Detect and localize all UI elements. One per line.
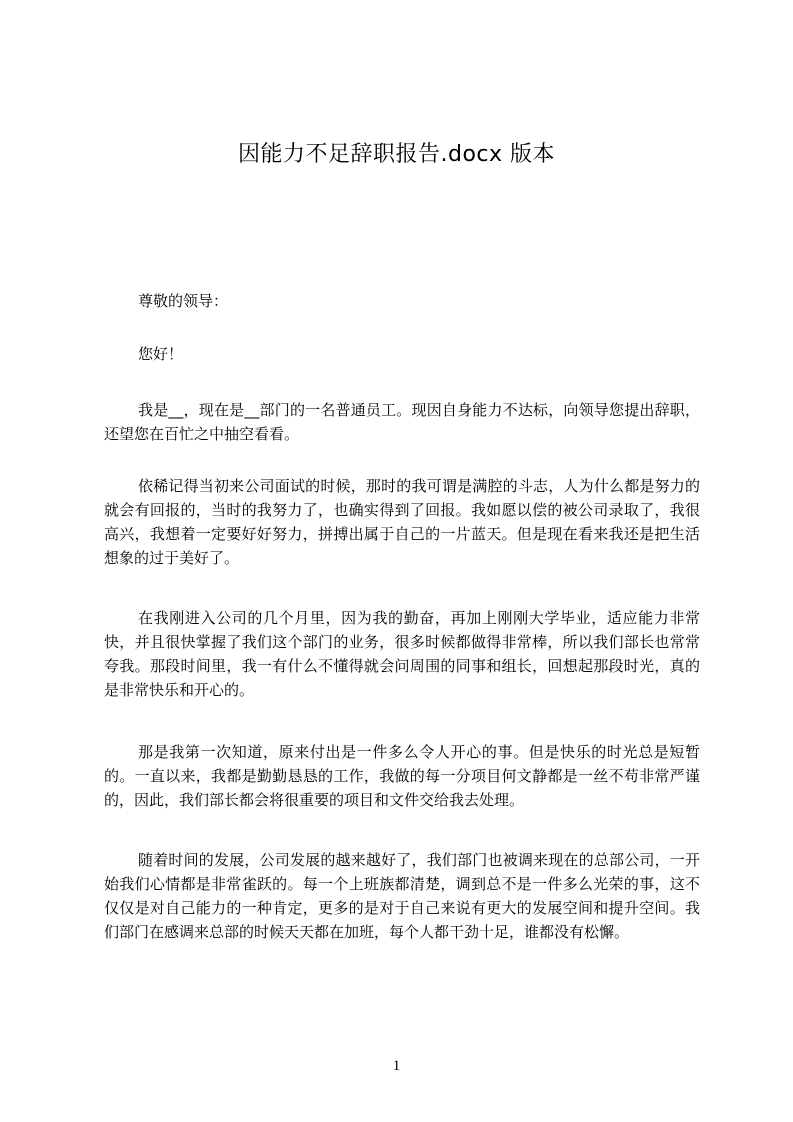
document-title: 因能力不足辞职报告.docx 版本 xyxy=(237,142,556,167)
greeting: 您好！ xyxy=(138,345,184,363)
paragraph: 依稀记得当初来公司面试的时候，那时的我可谓是满腔的斗志，人为什么都是努力的就会有回报的，当时的我努力了，也确实得到了回报。我如愿以偿的被公司录取了，我很高兴，我想着一定要好好努力，拼搏出属于自己的一片蓝天。但是现在看来我还是把生活想象的过于美好了。 xyxy=(104,477,700,567)
page-number: 1 xyxy=(392,1058,401,1074)
salutation: 尊敬的领导： xyxy=(138,292,229,310)
paragraph: 在我刚进入公司的几个月里，因为我的勤奋，再加上刚刚大学毕业，适应能力非常快，并且很快掌握了我们这个部门的业务，很多时候都做得非常棒，所以我们部长也常常夸我。那段时间里，我一有什么不懂得就会问周围的同事和组长，回想起那段时光，真的是非常快乐和开心的。 xyxy=(104,609,700,699)
paragraph: 我是__，现在是__部门的一名普通员工。现因自身能力不达标，向领导您提出辞职，还望您在百忙之中抽空看看。 xyxy=(104,401,700,443)
paragraph: 随着时间的发展，公司发展的越来越好了，我们部门也被调来现在的总部公司，一开始我们心情都是非常雀跃的。每一个上班族都清楚，调到总不是一件多么光荣的事，这不仅仅是对自己能力的一种肯定，更多的是对于自己来说有更大的发展空间和提升空间。我们部门在感调来总部的时候天天都在加班，每个人都干劲十足，谁都没有松懈。 xyxy=(104,851,700,941)
paragraph: 那是我第一次知道，原来付出是一件多么令人开心的事。但是快乐的时光总是短暂的。一直以来，我都是勤勤恳恳的工作，我做的每一分项目何文静都是一丝不苟非常严谨的，因此，我们部长都会将很重要的项目和文件交给我去处理。 xyxy=(104,743,700,809)
